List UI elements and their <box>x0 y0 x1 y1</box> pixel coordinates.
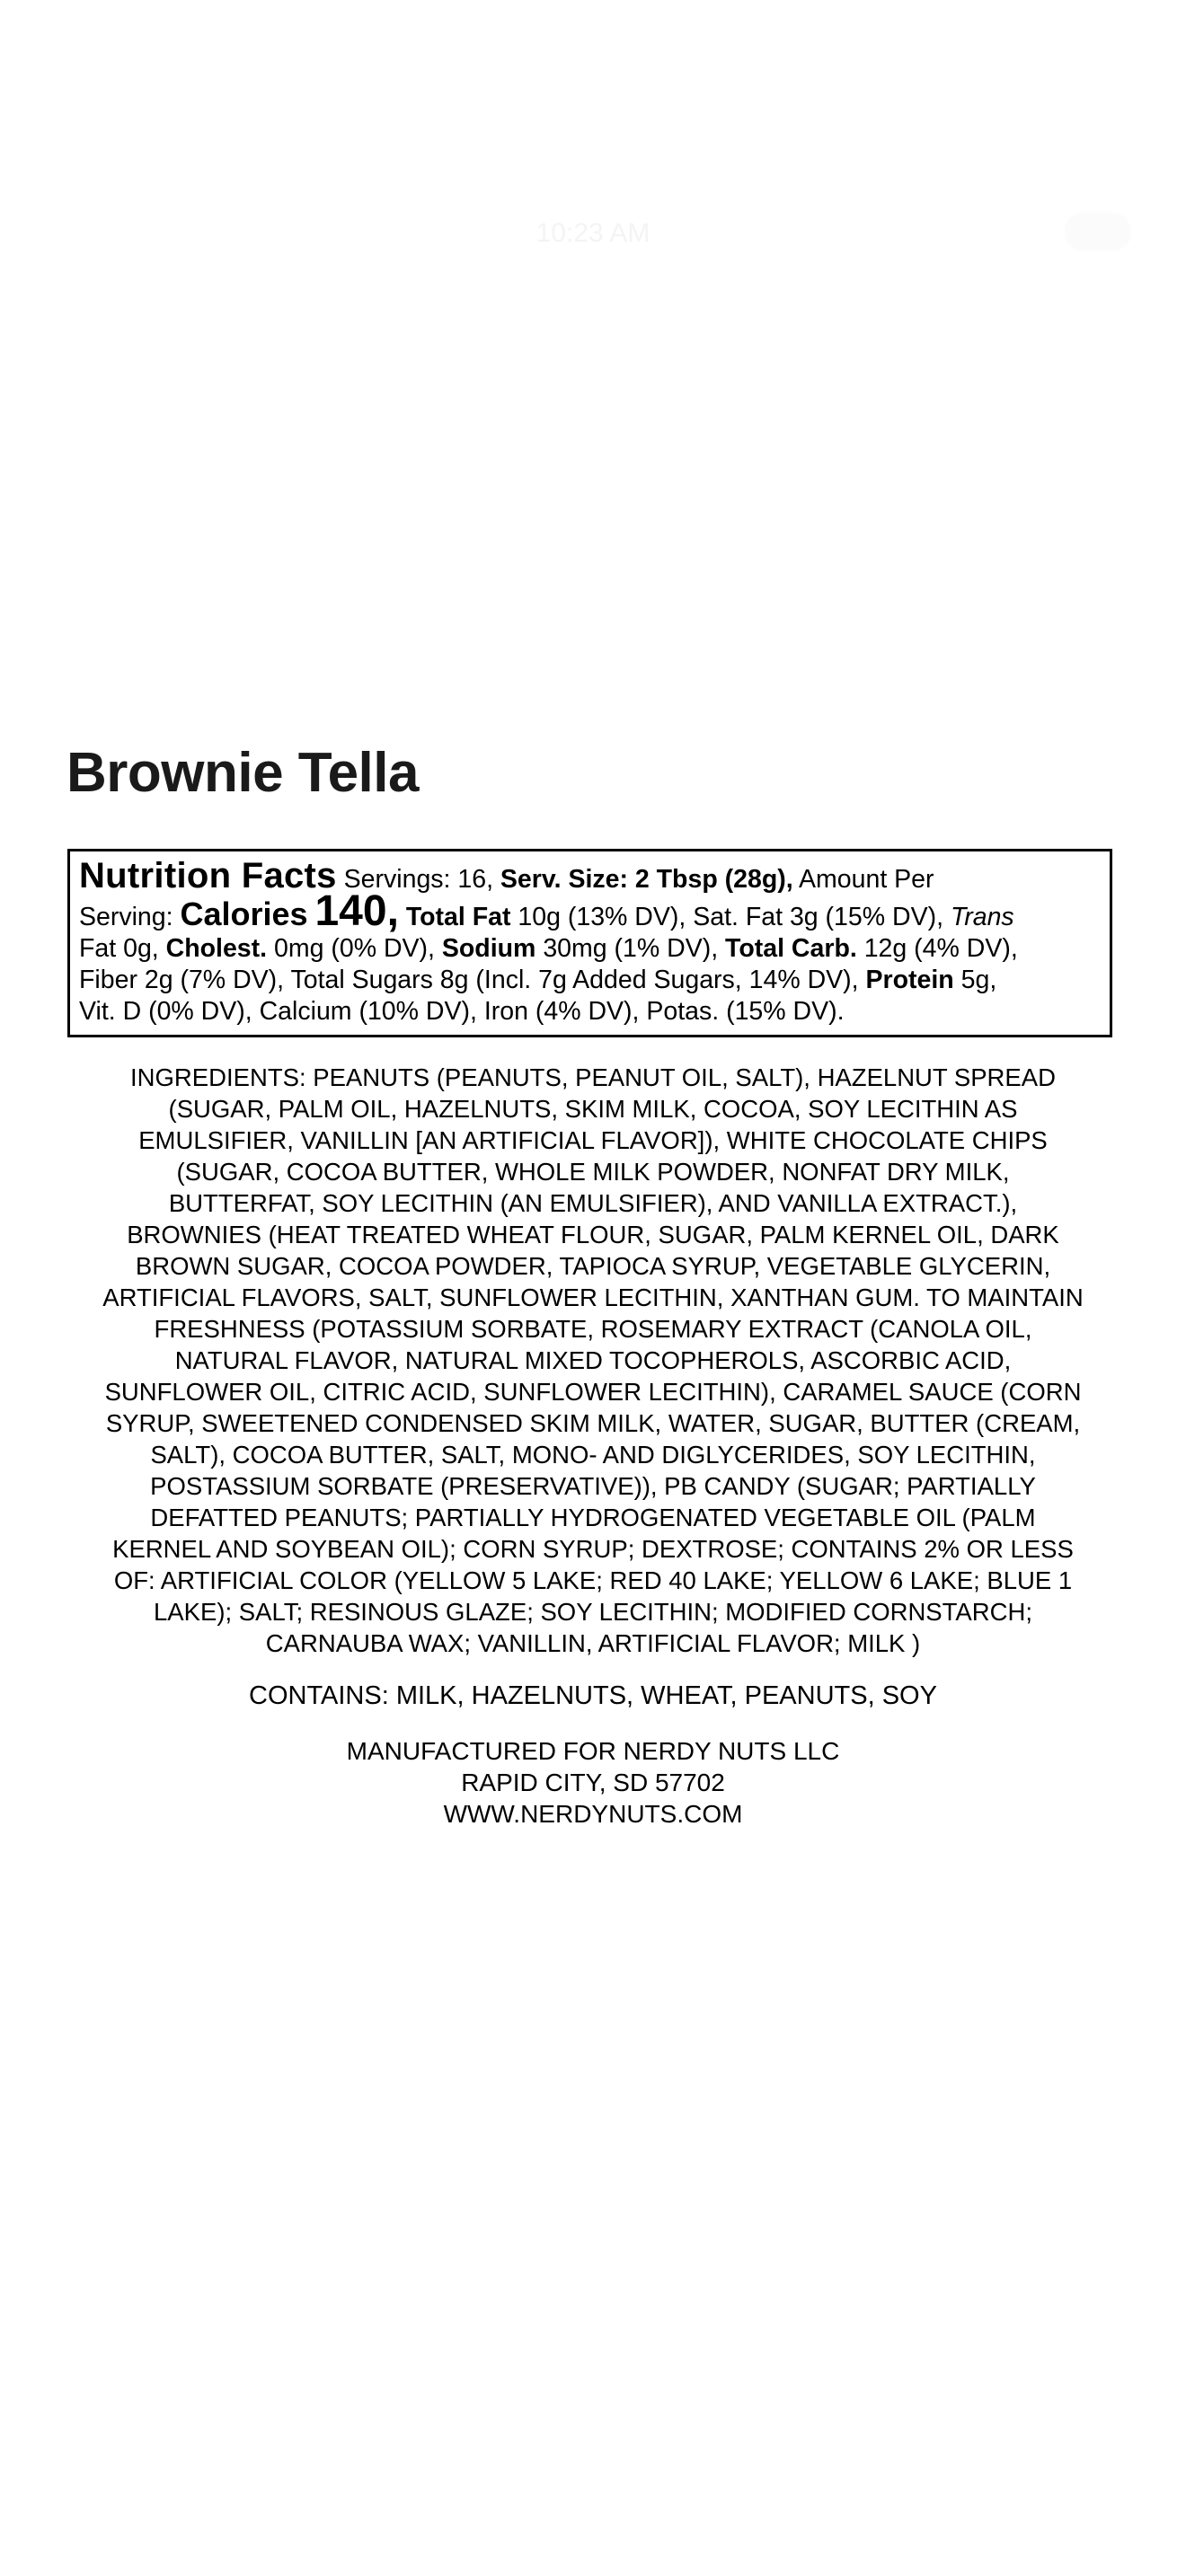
manufacturer-address: RAPID CITY, SD 57702 <box>461 1769 725 1796</box>
ingredients-line: INGREDIENTS: PEANUTS (PEANUTS, PEANUT OIL, SALT), HAZELNUT SPREAD <box>130 1063 1056 1091</box>
manufacturer-name: MANUFACTURED FOR NERDY NUTS LLC <box>346 1737 840 1765</box>
ingredients-line: (SUGAR, PALM OIL, HAZELNUTS, SKIM MILK, COCOA, SOY LECITHIN AS <box>168 1095 1018 1123</box>
ingredients-line: SUNFLOWER OIL, CITRIC ACID, SUNFLOWER LECITHIN), CARAMEL SAUCE (CORN <box>104 1378 1082 1406</box>
protein-label: Protein <box>865 966 954 994</box>
cholesterol-label: Cholest. <box>165 934 268 963</box>
total-carb-label: Total Carb. <box>725 934 857 963</box>
ingredients-line: LAKE); SALT; RESINOUS GLAZE; SOY LECITHIN; MODIFIED CORNSTARCH; <box>154 1598 1032 1626</box>
amount-per-label: Amount Per <box>799 865 934 894</box>
product-title: Brownie Tella <box>66 742 419 804</box>
servings-count: Servings: 16, <box>343 865 493 894</box>
status-indicator-pill <box>1066 214 1130 250</box>
protein-value: 5g, <box>960 966 997 994</box>
ingredients-line: BUTTERFAT, SOY LECITHIN (AN EMULSIFIER), AND VANILLA EXTRACT.), <box>168 1189 1018 1217</box>
trans-label: Trans <box>950 903 1014 931</box>
ingredients-line: BROWNIES (HEAT TREATED WHEAT FLOUR, SUGAR, PALM KERNEL OIL, DARK <box>127 1221 1059 1248</box>
ingredients-line: EMULSIFIER, VANILLIN [AN ARTIFICIAL FLAVOR]), WHITE CHOCOLATE CHIPS <box>138 1126 1048 1154</box>
status-time: 10:23 AM <box>535 218 651 248</box>
nutrition-line-1 <box>79 856 1101 895</box>
trans-fat-value: Fat 0g, <box>79 934 159 963</box>
ingredients-line: ARTIFICIAL FLAVORS, SALT, SUNFLOWER LECITHIN, XANTHAN GUM. TO MAINTAIN <box>102 1284 1084 1311</box>
sodium-value: 30mg (1% DV), <box>543 934 719 963</box>
ingredients-line: SALT), COCOA BUTTER, SALT, MONO- AND DIGLYCERIDES, SOY LECITHIN, <box>150 1441 1036 1469</box>
nutrition-facts-panel <box>67 849 1112 1037</box>
serving-label: Serving: <box>79 903 173 931</box>
ingredients-line: FRESHNESS (POTASSIUM SORBATE, ROSEMARY EXTRACT (CANOLA OIL, <box>154 1315 1032 1343</box>
total-carb-value: 12g (4% DV), <box>863 934 1018 963</box>
calories-label: Calories <box>180 895 308 932</box>
nutrition-line-5 <box>79 996 1101 1028</box>
nutrition-line-3 <box>79 933 1101 965</box>
sodium-label: Sodium <box>441 934 536 963</box>
ingredients-block <box>65 1062 1121 1659</box>
nutrition-line-2 <box>79 887 1101 935</box>
vitamins-text: Vit. D (0% DV), Calcium (10% DV), Iron (4% DV), Potas. (15% DV). <box>79 997 845 1026</box>
cholesterol-value: 0mg (0% DV), <box>274 934 435 963</box>
ingredients-line: POSTASSIUM SORBATE (PRESERVATIVE)), PB CANDY (SUGAR; PARTIALLY <box>150 1472 1036 1500</box>
manufacturer-website: WWW.NERDYNUTS.COM <box>443 1800 743 1828</box>
ingredients-line: OF: ARTIFICIAL COLOR (YELLOW 5 LAKE; RED 40 LAKE; YELLOW 6 LAKE; BLUE 1 <box>113 1566 1073 1594</box>
serving-size: Serv. Size: 2 Tbsp (28g), <box>500 865 793 894</box>
allergen-statement: CONTAINS: MILK, HAZELNUTS, WHEAT, PEANUTS, SOY <box>249 1681 937 1710</box>
ingredients-line: CARNAUBA WAX; VANILLIN, ARTIFICIAL FLAVOR; MILK ) <box>265 1629 921 1657</box>
ingredients-line: KERNEL AND SOYBEAN OIL); CORN SYRUP; DEXTROSE; CONTAINS 2% OR LESS <box>112 1535 1074 1563</box>
total-fat-label: Total Fat <box>405 903 511 931</box>
ingredients-line: DEFATTED PEANUTS; PARTIALLY HYDROGENATED VEGETABLE OIL (PALM <box>150 1504 1036 1531</box>
nutrition-line-4 <box>79 965 1101 996</box>
ingredients-line: BROWN SUGAR, COCOA POWDER, TAPIOCA SYRUP, VEGETABLE GLYCERIN, <box>135 1252 1051 1280</box>
ingredients-line: NATURAL FLAVOR, NATURAL MIXED TOCOPHEROLS, ASCORBIC ACID, <box>174 1346 1012 1374</box>
manufacturer-info <box>0 1735 1186 1830</box>
nutrition-heading: Nutrition Facts <box>79 856 337 895</box>
calories-value: 140, <box>314 887 399 935</box>
ingredients-line: SYRUP, SWEETENED CONDENSED SKIM MILK, WATER, SUGAR, BUTTER (CREAM, <box>105 1409 1081 1437</box>
fiber-sugars-text: Fiber 2g (7% DV), Total Sugars 8g (Incl. 7g Added Sugars, 14% DV), <box>79 966 859 994</box>
total-fat-value: 10g (13% DV), Sat. Fat 3g (15% DV), <box>518 903 944 931</box>
ingredients-line: (SUGAR, COCOA BUTTER, WHOLE MILK POWDER, NONFAT DRY MILK, <box>176 1158 1010 1186</box>
